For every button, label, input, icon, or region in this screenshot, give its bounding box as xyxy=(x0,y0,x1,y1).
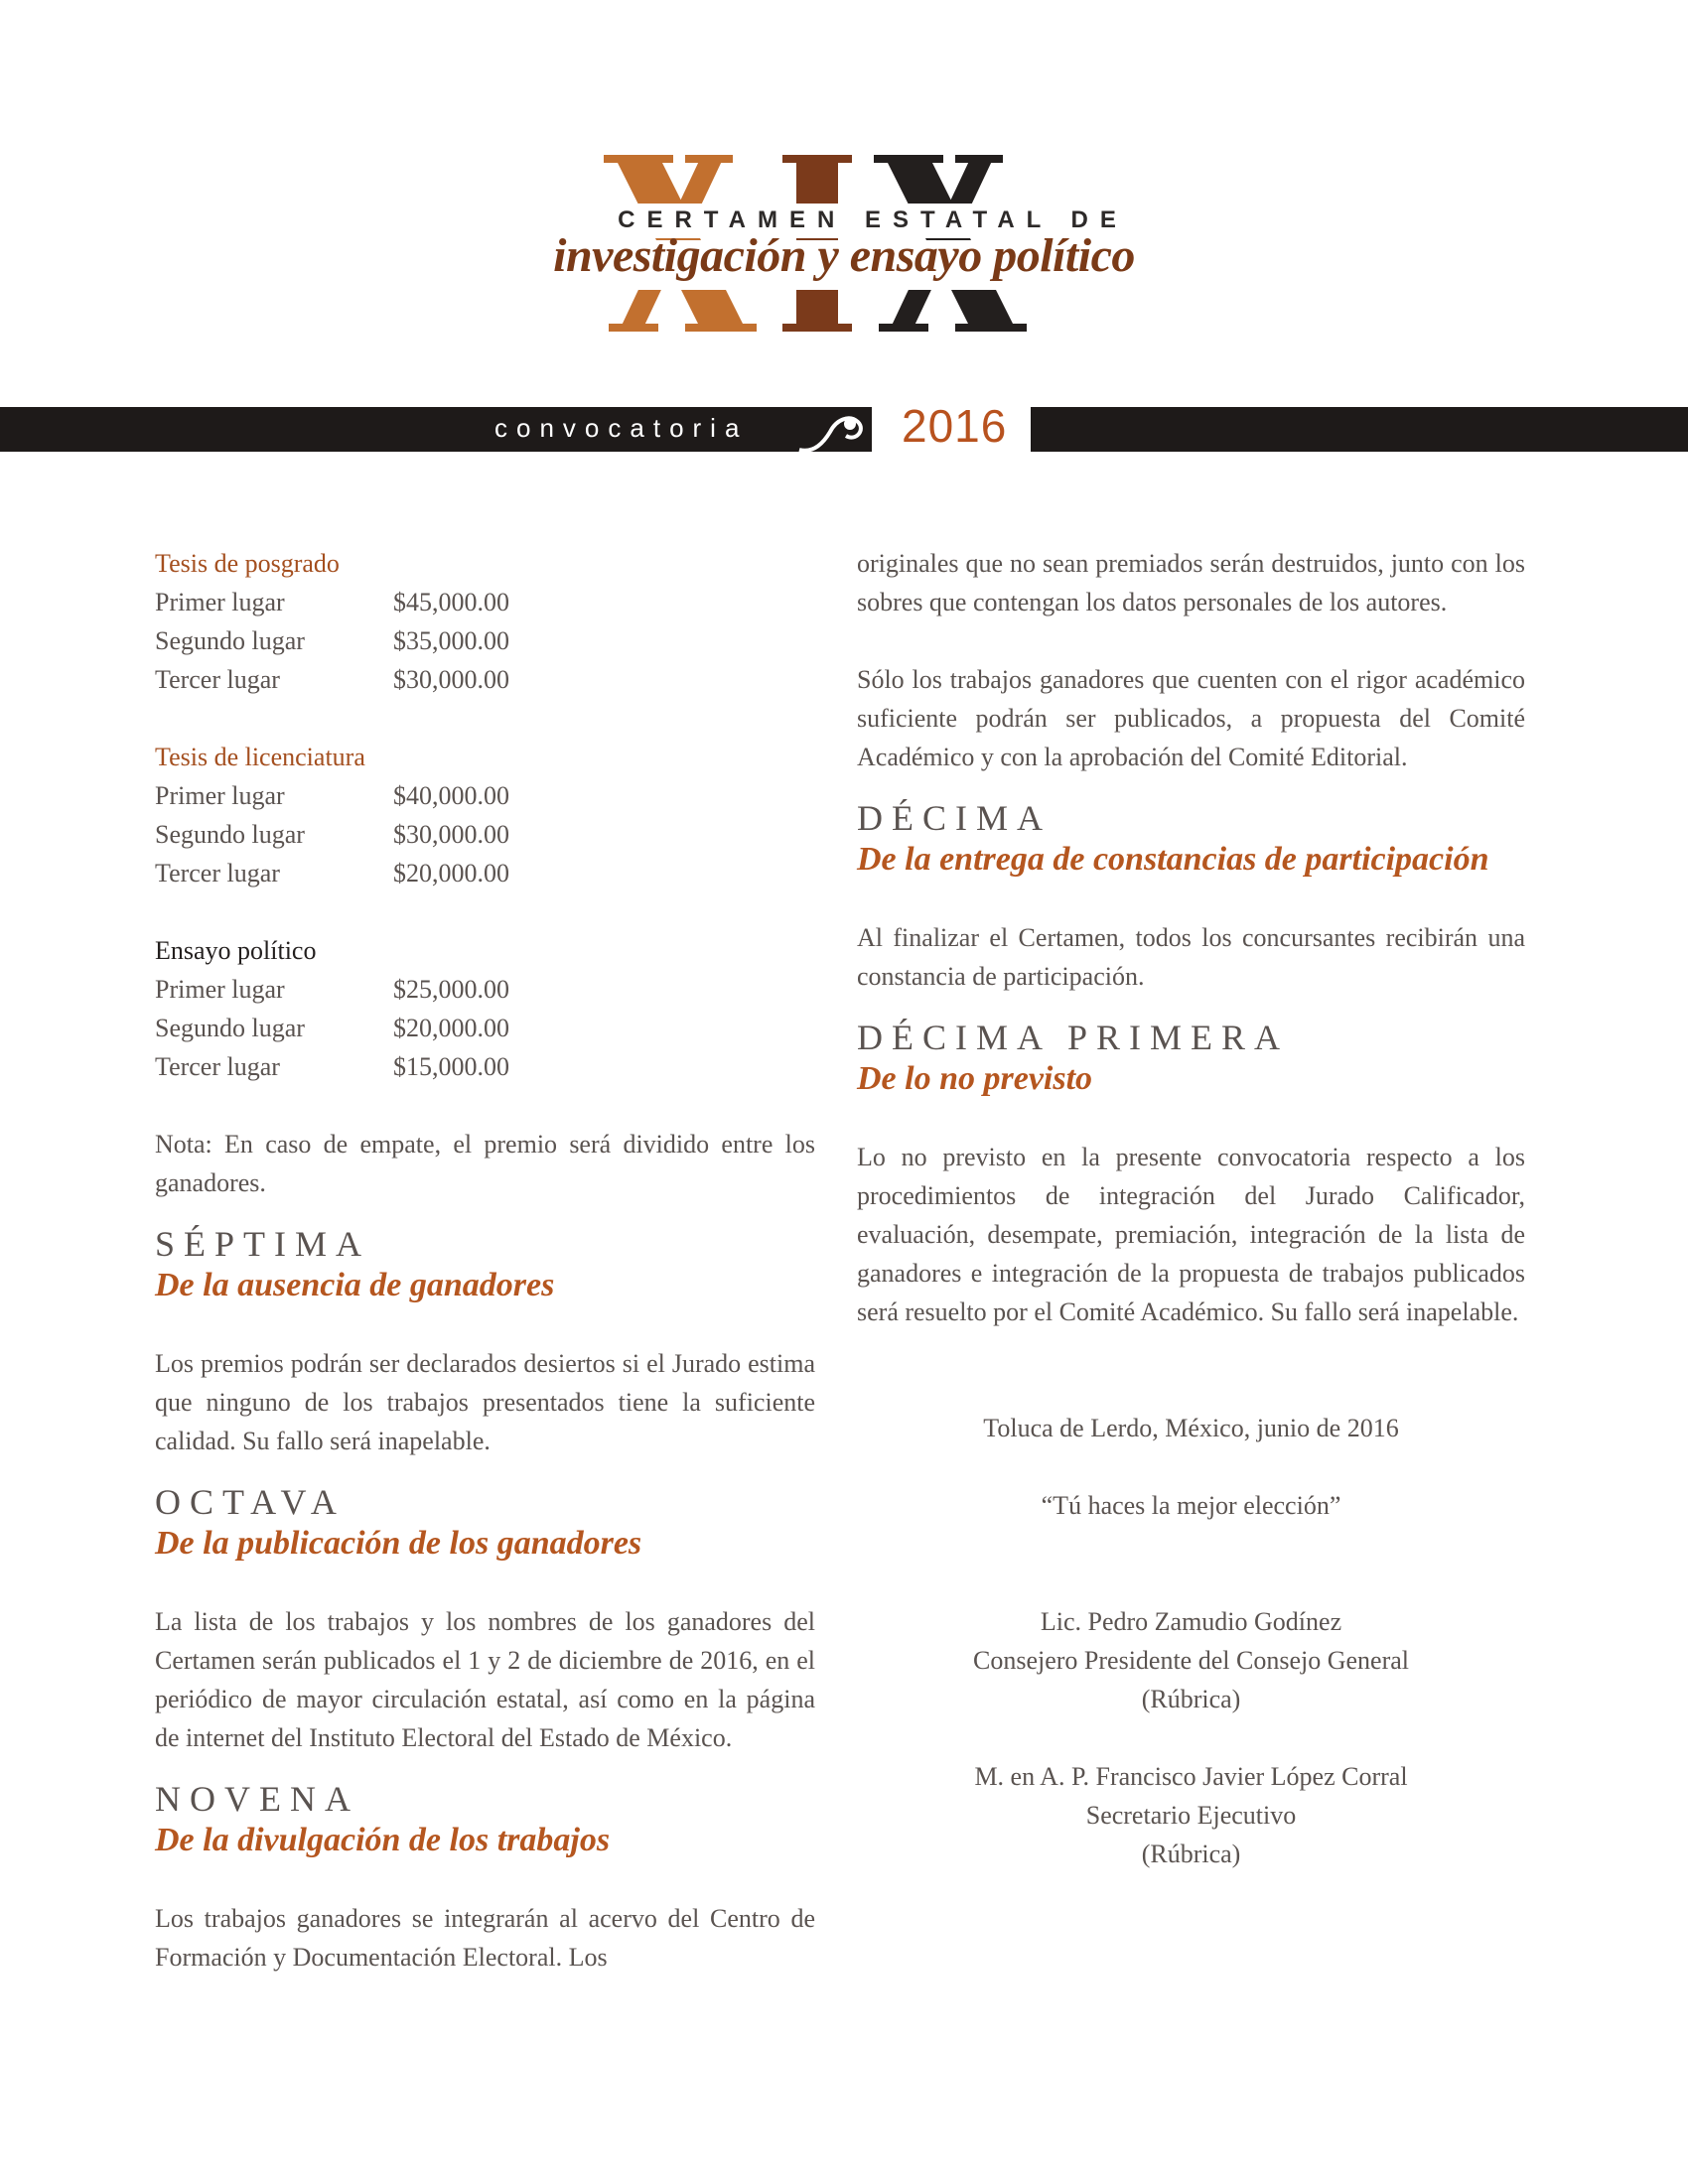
logo-line-2: investigación y ensayo político xyxy=(553,229,1135,282)
prize-place: Tercer lugar xyxy=(155,1052,280,1081)
band-word: convocatoria xyxy=(494,413,749,443)
prize-amount: $20,000.00 xyxy=(393,1014,509,1042)
prize-place: Primer lugar xyxy=(155,588,285,616)
prize-place: Primer lugar xyxy=(155,781,285,810)
prize-amount: $30,000.00 xyxy=(393,820,509,849)
section-label: DÉCIMA PRIMERA xyxy=(857,1018,1290,1057)
signer-name: Lic. Pedro Zamudio Godínez xyxy=(1040,1607,1342,1636)
prize-amount: $45,000.00 xyxy=(393,588,509,616)
prize-group-licenciatura xyxy=(155,738,815,892)
section-title: De la entrega de constancias de participación xyxy=(857,841,1489,878)
prize-row xyxy=(155,621,815,660)
section-body: Los trabajos ganadores se integrarán al acervo del Centro de Formación y Documentación Electoral. Los xyxy=(155,1904,815,1972)
section-title: De la publicación de los ganadores xyxy=(155,1525,642,1562)
prize-place: Segundo lugar xyxy=(155,1014,305,1042)
section-decima-primera xyxy=(857,1016,1525,1331)
prize-row xyxy=(155,776,815,815)
prize-amount: $25,000.00 xyxy=(393,975,509,1004)
section-label: DÉCIMA xyxy=(857,798,1052,838)
section-body: La lista de los trabajos y los nombres de los ganadores del Certamen serán publicados el 1 y 2 de diciembre de 2016, en el periódico de mayor circulación estatal, así como en la página de internet del Instituto Electoral del Estado de México. xyxy=(155,1607,815,1752)
signer-2 xyxy=(857,1757,1525,1873)
section-septima xyxy=(155,1222,815,1460)
section-label: NOVENA xyxy=(155,1779,359,1819)
year: 2016 xyxy=(902,400,1008,452)
prize-row xyxy=(155,1009,815,1047)
section-novena xyxy=(155,1777,815,1977)
section-title: De la ausencia de ganadores xyxy=(155,1267,555,1303)
prize-row xyxy=(155,815,815,854)
prize-row xyxy=(155,854,815,892)
section-body: Los premios podrán ser declarados desiertos si el Jurado estima que ninguno de los trabajos presentados tiene la suficiente calidad. Su fallo será inapelable. xyxy=(155,1349,815,1455)
publication-paragraph: Sólo los trabajos ganadores que cuenten con el rigor académico suficiente podrán ser publicados, a propuesta del Comité Académico y con la aprobación del Comité Editorial. xyxy=(857,665,1525,771)
prize-group-ensayo xyxy=(155,931,815,1086)
motto: “Tú haces la mejor elección” xyxy=(1041,1491,1341,1520)
prize-amount: $35,000.00 xyxy=(393,626,509,655)
ornament-icon xyxy=(794,402,874,462)
right-column xyxy=(857,544,1525,1873)
section-label: SÉPTIMA xyxy=(155,1224,371,1264)
tie-note: Nota: En caso de empate, el premio será dividido entre los ganadores. xyxy=(155,1130,815,1197)
section-octava xyxy=(155,1480,815,1757)
prize-place: Segundo lugar xyxy=(155,820,305,849)
prize-place: Tercer lugar xyxy=(155,665,280,694)
left-column xyxy=(155,544,815,1977)
signer-role: Secretario Ejecutivo xyxy=(1085,1801,1297,1830)
prize-heading: Ensayo político xyxy=(155,936,317,965)
section-decima xyxy=(857,796,1525,996)
prize-group-posgrado xyxy=(155,544,815,699)
prize-place: Tercer lugar xyxy=(155,859,280,887)
section-body: Lo no previsto en la presente convocatoria respecto a los procedimientos de integración del Jurado Calificador, evaluación, desempate, premiación, integración de la lista de ganadores e integración de la propuesta de trabajos publicados será resuelto por el Comité Académico. Su fallo será inapelable. xyxy=(857,1143,1525,1326)
section-body: Al finalizar el Certamen, todos los concursantes recibirán una constancia de participación. xyxy=(857,923,1525,991)
signer-name: M. en A. P. Francisco Javier López Corral xyxy=(974,1762,1408,1791)
prize-row xyxy=(155,660,815,699)
prize-row xyxy=(155,970,815,1009)
prize-heading: Tesis de posgrado xyxy=(155,549,340,578)
signer-1 xyxy=(857,1602,1525,1718)
prize-amount: $20,000.00 xyxy=(393,859,509,887)
prize-row xyxy=(155,583,815,621)
prize-amount: $30,000.00 xyxy=(393,665,509,694)
event-logo xyxy=(487,149,1201,338)
prize-row xyxy=(155,1047,815,1086)
place-date: Toluca de Lerdo, México, junio de 2016 xyxy=(983,1414,1399,1442)
signer-rubric: (Rúbrica) xyxy=(1141,1685,1241,1713)
prize-amount: $40,000.00 xyxy=(393,781,509,810)
section-title: De lo no previsto xyxy=(857,1060,1093,1097)
signer-rubric: (Rúbrica) xyxy=(1141,1840,1241,1868)
signer-role: Consejero Presidente del Consejo General xyxy=(973,1646,1409,1675)
prize-place: Primer lugar xyxy=(155,975,285,1004)
section-title: De la divulgación de los trabajos xyxy=(155,1822,611,1858)
closing-block xyxy=(857,1409,1525,1873)
novena-continuation: originales que no sean premiados serán destruidos, junto con los sobres que contengan los datos personales de los autores. xyxy=(857,549,1525,616)
logo-line-1: CERTAMEN ESTATAL DE xyxy=(618,206,1128,233)
prize-place: Segundo lugar xyxy=(155,626,305,655)
prize-heading: Tesis de licenciatura xyxy=(155,743,365,771)
prize-amount: $15,000.00 xyxy=(393,1052,509,1081)
section-label: OCTAVA xyxy=(155,1482,346,1522)
